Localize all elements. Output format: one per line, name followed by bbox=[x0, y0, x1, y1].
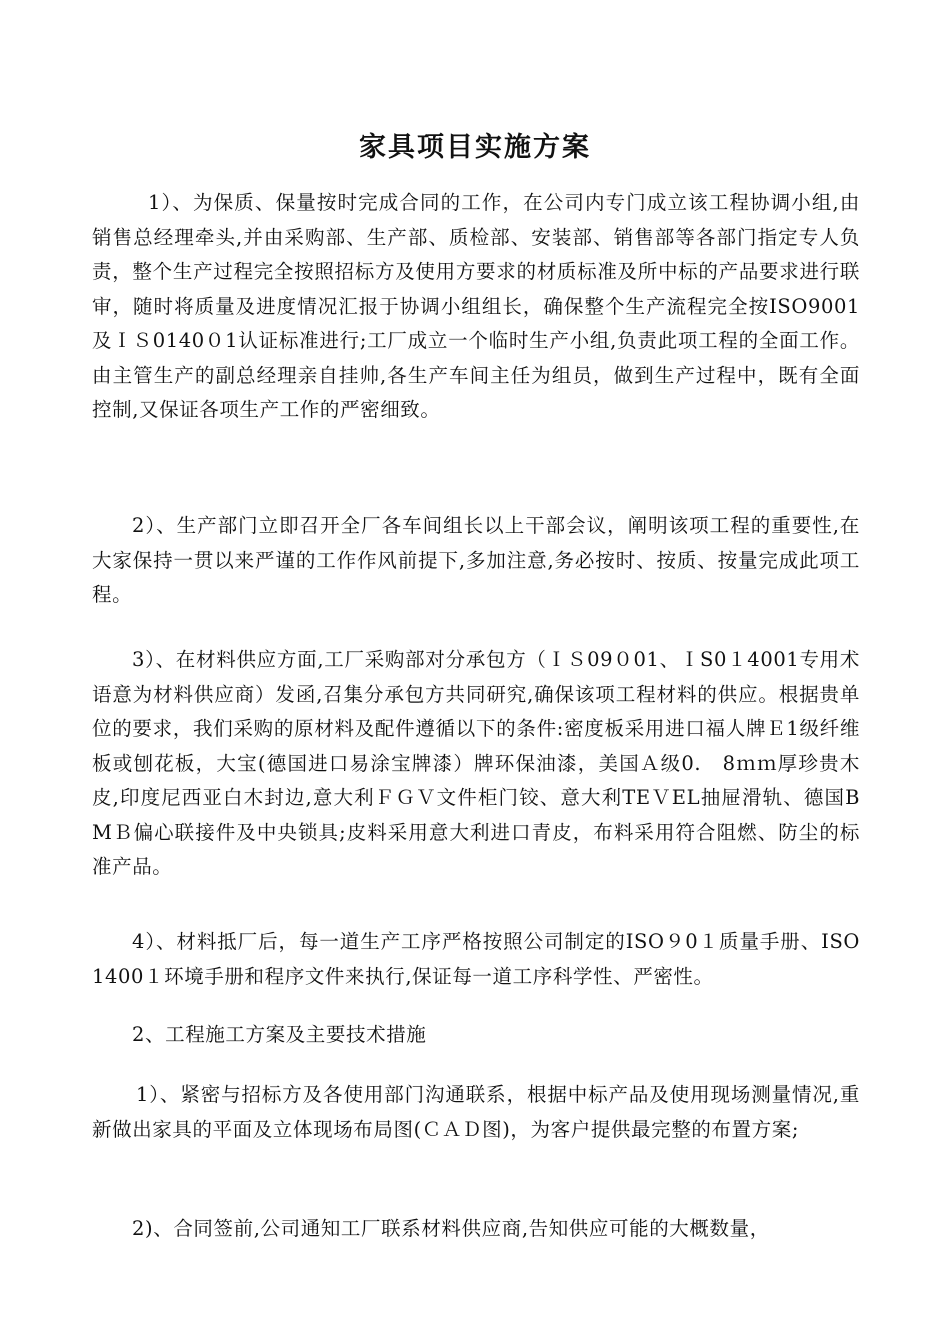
paragraph-1: 1）、为保质、保量按时完成合同的工作，在公司内专门成立该工程协调小组,由销售总经理牵头,并由采购部、生产部、质检部、安装部、销售部等各部门指定专人负责，整个生产过程完全按照招标方及使用方要求的材质标准及所中标的产品要求进行联审，随时将质量及进度情况汇报于协调小组组长，确保整个生产流程完全按ISO9001及ＩＳ0140０1认证标准进行;工厂成立一个临时生产小组,负责此项工程的全面工作。由主管生产的副总经理亲自挂帅,各生产车间主任为组员，做到生产过程中，既有全面控制,又保证各项生产工作的严密细致。 bbox=[92, 191, 860, 421]
paragraph-3: 3）、在材料供应方面,工厂采购部对分承包方（ＩＳ09０01、ＩS0１4001专用术语意为材料供应商）发函,召集分承包方共同研究,确保该项工程材料的供应。根据贵单位的要求，我们采购的原材料及配件遵循以下的条件:密度板采用进口福人牌Ｅ1级纤维板或刨花板，大宝(德国进口易涂宝牌漆）牌环保油漆，美国Ａ级0. 8ｍｍ厚珍贵木皮,印度尼西亚白木封边,意大利ＦＧＶ文件柜门铰、意大利TEＶEL抽屉滑轨、德国BMＢ偏心联接件及中央锁具;皮料采用意大利进口青皮，布料采用符合阻燃、防尘的标准产品。 bbox=[92, 648, 860, 878]
document-title: 家具项目实施方案 bbox=[359, 132, 591, 163]
section-heading: 2、工程施工方案及主要技术措施 bbox=[132, 1023, 427, 1046]
paragraph-2: 2）、生产部门立即召开全厂各车间组长以上干部会议，阐明该项工程的重要性,在大家保持一贯以来严谨的工作作风前提下,多加注意,务必按时、按质、按量完成此项工程。 bbox=[92, 514, 860, 606]
paragraph-4: 4）、材料抵厂后，每一道生产工序严格按照公司制定的ISO９0１质量手册、ISO1400１环境手册和程序文件来执行,保证每一道工序科学性、严密性。 bbox=[92, 930, 860, 988]
paragraph-7: 2)、合同签前,公司通知工厂联系材料供应商,告知供应可能的大概数量， bbox=[132, 1217, 770, 1240]
paragraph-6: 1）、紧密与招标方及各使用部门沟通联系，根据中标产品及使用现场测量情况,重新做出家具的平面及立体现场布局图(ＣＡＤ图)，为客户提供最完整的布置方案; bbox=[92, 1083, 860, 1141]
